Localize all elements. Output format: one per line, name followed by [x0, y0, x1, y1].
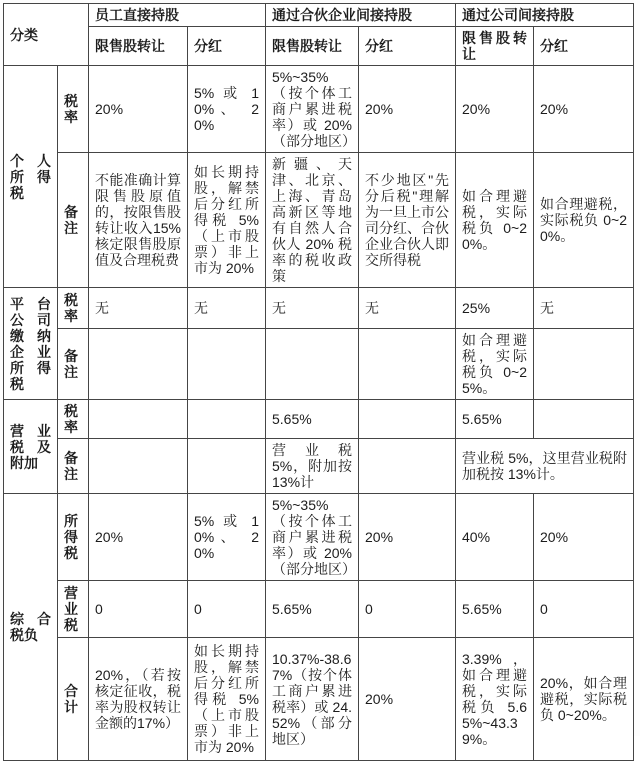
row-total-income-tax [4, 494, 634, 581]
row-label-tax-rate: 税率 [58, 66, 89, 153]
header-row-groups [4, 4, 634, 27]
row-total-sum [4, 638, 634, 761]
data-cell: 5%~35%（按个体工商户累进税率）或 20%（部分地区） [266, 66, 359, 153]
data-cell: 不少地区"先分后税"理解为一旦上市公司分红、合伙企业合伙人即交所得税 [359, 153, 456, 288]
data-cell: 20% [359, 638, 456, 761]
data-cell [188, 329, 266, 400]
data-cell: 营业税 5%，这里营业税附加税按 13%计。 [456, 439, 634, 494]
col-group-header-partnership: 通过合伙企业间接持股 [266, 4, 456, 27]
data-cell: 如长期持股，解禁后分红所得税 5%（上市股票）非上市为 20% [188, 638, 266, 761]
tax-comparison-table [3, 3, 634, 761]
data-cell [534, 400, 634, 439]
row-group-label-personal-income-tax: 个人所得税 [4, 66, 58, 288]
col-subheader: 分红 [534, 27, 634, 66]
data-cell: 20% [89, 66, 188, 153]
data-cell [188, 439, 266, 494]
data-cell: 20%，如合理避税，实际税负 0~20%。 [534, 638, 634, 761]
col-subheader: 限售股转让 [266, 27, 359, 66]
data-cell [89, 329, 188, 400]
data-cell [359, 439, 456, 494]
data-cell: 20% [534, 494, 634, 581]
data-cell: 20%，（若按核定征收，税率为股权转让金额的17%） [89, 638, 188, 761]
row-label-tax-rate: 税率 [58, 400, 89, 439]
data-cell [188, 400, 266, 439]
row-label-income-tax: 所得税 [58, 494, 89, 581]
data-cell: 如合理避税，实际税负 0~20%。 [534, 153, 634, 288]
row-business-tax-notes [4, 439, 634, 494]
data-cell: 5% 或 10%、 20% [188, 494, 266, 581]
data-cell: 40% [456, 494, 534, 581]
data-cell: 无 [188, 288, 266, 329]
data-cell: 5.65% [456, 400, 534, 439]
row-group-label-business-tax-surcharge: 营业税及附加 [4, 400, 58, 494]
row-label-business-tax: 营业税 [58, 581, 89, 638]
data-cell: 0 [188, 581, 266, 638]
row-label-notes: 备注 [58, 153, 89, 288]
row-platform-tax-notes [4, 329, 634, 400]
col-subheader: 分红 [359, 27, 456, 66]
data-cell: 营业税 5%，附加按 13%计 [266, 439, 359, 494]
data-cell: 如合理避税，实际税负 0~25%。 [456, 329, 534, 400]
data-cell: 无 [89, 288, 188, 329]
row-personal-tax-rate [4, 66, 634, 153]
data-cell [359, 329, 456, 400]
data-cell: 3.39%，如合理避税，实际税负 5.65%~43.39%。 [456, 638, 534, 761]
row-platform-tax-rate [4, 288, 634, 329]
data-cell: 5%~35%（按个体工商户累进税率）或 20%（部分地区） [266, 494, 359, 581]
data-cell: 无 [534, 288, 634, 329]
data-cell [89, 439, 188, 494]
data-cell: 5.65% [266, 581, 359, 638]
col-group-header-direct: 员工直接持股 [89, 4, 266, 27]
row-label-notes: 备注 [58, 439, 89, 494]
row-business-tax-rate [4, 400, 634, 439]
data-cell: 25% [456, 288, 534, 329]
col-group-header-company: 通过公司间接持股 [456, 4, 634, 27]
row-personal-tax-notes [4, 153, 634, 288]
row-group-label-platform-corporate-tax: 平台公司缴纳企业所得税 [4, 288, 58, 400]
data-cell: 20% [359, 66, 456, 153]
data-cell: 0 [534, 581, 634, 638]
data-cell: 20% [359, 494, 456, 581]
data-cell: 20% [534, 66, 634, 153]
col-subheader: 分红 [188, 27, 266, 66]
data-cell: 无 [359, 288, 456, 329]
data-cell: 0 [359, 581, 456, 638]
data-cell: 新疆、天津、北京、上海、青岛高新区等地有自然人合伙人 20% 税率的税收政策 [266, 153, 359, 288]
data-cell: 20% [456, 66, 534, 153]
data-cell: 5.65% [266, 400, 359, 439]
header-row-subheaders [4, 27, 634, 66]
corner-header-cell: 分类 [4, 4, 89, 66]
data-cell [266, 329, 359, 400]
col-subheader: 限售股转让 [89, 27, 188, 66]
data-cell: 0 [89, 581, 188, 638]
row-label-tax-rate: 税率 [58, 288, 89, 329]
data-cell: 5% 或 10%、 20% [188, 66, 266, 153]
data-cell [359, 400, 456, 439]
data-cell: 如合理避税，实际税负 0~20%。 [456, 153, 534, 288]
data-cell: 10.37%-38.67%（按个体工商户累进税率）或 24.52%（部分地区） [266, 638, 359, 761]
data-cell: 20% [89, 494, 188, 581]
data-cell: 无 [266, 288, 359, 329]
data-cell [89, 400, 188, 439]
row-group-label-overall-tax-burden: 综合税负 [4, 494, 58, 761]
data-cell: 5.65% [456, 581, 534, 638]
row-label-total: 合计 [58, 638, 89, 761]
data-cell: 如长期持股，解禁后分红所得税 5%（上市股票）非上市为 20% [188, 153, 266, 288]
row-label-notes: 备注 [58, 329, 89, 400]
row-total-business-tax [4, 581, 634, 638]
data-cell [534, 329, 634, 400]
data-cell: 不能准确计算限售股原值的，按限售股转让收入15% 核定限售股原值及合理税费 [89, 153, 188, 288]
col-subheader: 限售股转让 [456, 27, 534, 66]
